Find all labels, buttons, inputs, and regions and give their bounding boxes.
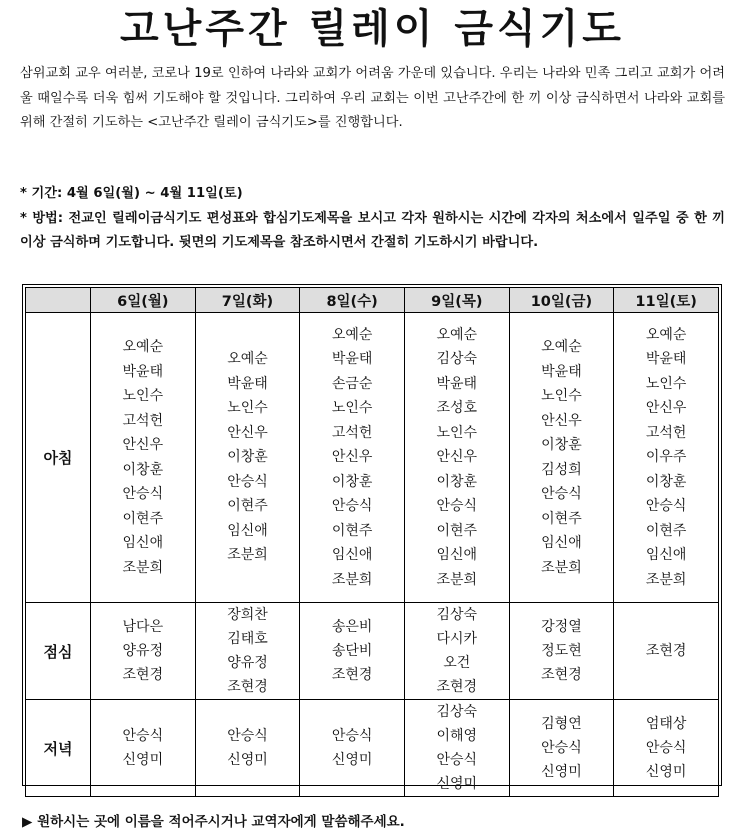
participant-name: 오예순 [436, 326, 478, 343]
participant-name: 정도현 [541, 643, 582, 659]
schedule-cell[interactable] [614, 603, 719, 700]
participant-name: 오예순 [331, 326, 373, 343]
name-list [196, 347, 300, 568]
name-list [510, 335, 614, 580]
participant-name: 이창훈 [541, 437, 582, 453]
name-list [510, 615, 614, 687]
participant-name: 박윤태 [331, 351, 373, 368]
participant-name: 안승식 [645, 740, 687, 756]
schedule-cell[interactable] [91, 313, 196, 603]
participant-name: 김상숙 [436, 351, 478, 368]
participant-name: 조분희 [331, 571, 373, 588]
participant-name: 신영미 [436, 776, 478, 792]
participant-name: 신영미 [645, 764, 687, 780]
participant-name: 남다은 [122, 619, 164, 635]
participant-name: 안신우 [227, 424, 268, 441]
participant-name: 이창훈 [227, 449, 268, 466]
intro-paragraph: 삼위교회 교우 여러분, 코로나 19로 인하여 나라와 교회가 어려움 가운데 있습니다. 우리는 나라와 민족 그리고 교회가 어려울 때일수록 더욱 힘써 기도해야 할 것입니다. 그리하여 우리 교회는 이번 고난주간에 한 끼 이상 금식하면서 나라와 교회를 위해 간절히 기도하는 <고난주간 릴레이 금식기도>를 진행합니다. [20, 66, 725, 130]
participant-name: 노인수 [541, 388, 582, 404]
participant-name: 고석헌 [331, 424, 373, 441]
name-list [91, 335, 195, 580]
participant-name: 임신애 [541, 535, 582, 551]
header-row [26, 288, 719, 313]
schedule-cell[interactable] [614, 313, 719, 603]
schedule-cell[interactable] [509, 603, 614, 700]
schedule-cell[interactable] [300, 313, 405, 603]
participant-name: 박윤태 [436, 375, 478, 392]
participant-name: 이우주 [645, 449, 687, 466]
participant-name: 이현주 [122, 510, 164, 527]
participant-name: 이창훈 [122, 461, 164, 478]
participant-name: 조현경 [331, 667, 373, 683]
participant-name: 안신우 [541, 412, 582, 429]
schedule-cell[interactable] [195, 313, 300, 603]
name-list [300, 724, 404, 772]
participant-name: 송은비 [331, 619, 373, 635]
participant-name: 박윤태 [227, 375, 268, 392]
participant-name: 다시카 [436, 631, 478, 647]
schedule-table-frame [22, 284, 722, 792]
schedule-cell[interactable] [614, 700, 719, 797]
participant-name: 오건 [443, 655, 471, 671]
participant-name: 안승식 [331, 498, 373, 515]
participant-name: 신영미 [227, 752, 268, 768]
name-list [405, 323, 509, 593]
participant-name: 노인수 [331, 400, 373, 417]
participant-name: 조분희 [436, 571, 478, 588]
participant-name: 이현주 [541, 510, 582, 527]
page-title: 고난주간 릴레이 금식기도 [120, 6, 625, 52]
participant-name: 고석헌 [122, 412, 164, 429]
participant-name: 임신애 [331, 547, 373, 564]
participant-name: 이현주 [436, 522, 478, 539]
participant-name: 조분희 [227, 547, 268, 564]
participant-name: 안승식 [331, 728, 373, 744]
fasting-schedule-table [25, 287, 719, 797]
participant-name: 오예순 [227, 351, 268, 368]
schedule-cell[interactable] [195, 700, 300, 797]
schedule-cell[interactable] [404, 603, 509, 700]
participant-name: 조현경 [645, 643, 687, 659]
participant-name: 노인수 [645, 375, 687, 392]
participant-name: 김상숙 [436, 704, 478, 720]
participant-name: 조분희 [122, 559, 164, 576]
day-header: 11일(토) [614, 288, 719, 313]
name-list [614, 323, 718, 593]
participant-name: 조현경 [541, 667, 582, 683]
name-list [300, 323, 404, 593]
day-header: 10일(금) [509, 288, 614, 313]
participant-name: 박윤태 [645, 351, 687, 368]
schedule-cell[interactable] [300, 700, 405, 797]
name-list [196, 603, 300, 699]
schedule-cell[interactable] [91, 700, 196, 797]
schedule-cell[interactable] [509, 700, 614, 797]
participant-name: 이현주 [227, 498, 268, 515]
participant-name: 노인수 [227, 400, 268, 417]
name-list [196, 724, 300, 772]
schedule-cell[interactable] [195, 603, 300, 700]
period-line: * 기간: 4월 6일(월) ~ 4월 11일(토) [20, 186, 243, 201]
participant-name: 안승식 [541, 740, 582, 756]
participant-name: 김성희 [541, 461, 582, 478]
participant-name: 임신애 [122, 535, 164, 551]
participant-name: 노인수 [122, 388, 164, 404]
participant-name: 엄태상 [645, 716, 687, 732]
participant-name: 이창훈 [436, 473, 478, 490]
meal-period-label: 아침 [26, 313, 91, 603]
schedule-cell[interactable] [404, 313, 509, 603]
day-header: 9일(목) [404, 288, 509, 313]
participant-name: 조분희 [541, 559, 582, 576]
participant-name: 송단비 [331, 643, 373, 659]
participant-name: 이해영 [436, 728, 478, 744]
participant-name: 김태호 [227, 631, 268, 647]
schedule-cell[interactable] [300, 603, 405, 700]
schedule-cell[interactable] [509, 313, 614, 603]
participant-name: 안승식 [436, 498, 478, 515]
participant-name: 김상숙 [436, 607, 478, 623]
participant-name: 박윤태 [122, 363, 164, 380]
participant-name: 이현주 [331, 522, 373, 539]
participant-name: 손금순 [331, 375, 373, 392]
participant-name: 안승식 [227, 728, 268, 744]
participant-name: 안승식 [436, 752, 478, 768]
participant-name: 조성호 [436, 400, 478, 417]
participant-name: 안승식 [541, 486, 582, 502]
schedule-row [26, 313, 719, 603]
name-list [614, 639, 718, 663]
name-list [510, 712, 614, 784]
participant-name: 양유정 [227, 655, 268, 671]
schedule-cell[interactable] [404, 700, 509, 797]
participant-name: 조분희 [645, 571, 687, 588]
day-header: 7일(화) [195, 288, 300, 313]
header-corner [26, 288, 91, 313]
participant-name: 강정열 [541, 619, 582, 635]
participant-name: 김형연 [541, 716, 582, 732]
participant-name: 안신우 [331, 449, 373, 466]
participant-name: 장희찬 [227, 607, 268, 623]
participant-name: 신영미 [541, 764, 582, 780]
participant-name: 안신우 [122, 437, 164, 453]
name-list [614, 712, 718, 784]
participant-name: 안승식 [645, 498, 687, 515]
participant-name: 안승식 [122, 486, 164, 502]
schedule-row [26, 603, 719, 700]
day-header: 6일(월) [91, 288, 196, 313]
method-line: * 방법: 전교인 릴레이금식기도 편성표와 합심기도제목을 보시고 각자 원하시는 시간에 각자의 처소에서 일주일 중 한 끼 이상 금식하며 기도합니다. 뒷면의 기도제목을 참조하시면서 간절히 기도하시기 바랍니다. [20, 210, 725, 250]
schedule-row [26, 700, 719, 797]
participant-name: 임신애 [436, 547, 478, 564]
participant-name: 이현주 [645, 522, 687, 539]
participant-name: 임신애 [645, 547, 687, 564]
day-header: 8일(수) [300, 288, 405, 313]
name-list [91, 615, 195, 687]
participant-name: 조현경 [436, 679, 478, 695]
participant-name: 안승식 [227, 473, 268, 490]
participant-name: 임신애 [227, 522, 268, 539]
participant-name: 양유정 [122, 643, 164, 659]
name-list [405, 700, 509, 796]
footer-note: ▶ 원하시는 곳에 이름을 적어주시거나 교역자에게 말씀해주세요. [22, 814, 405, 830]
name-list [91, 724, 195, 772]
participant-name: 안승식 [122, 728, 164, 744]
participant-name: 조현경 [227, 679, 268, 695]
participant-name: 오예순 [541, 339, 582, 355]
participant-name: 이창훈 [331, 473, 373, 490]
participant-name: 노인수 [436, 424, 478, 441]
info-block [20, 182, 725, 256]
participant-name: 조현경 [122, 667, 164, 683]
meal-period-label: 저녁 [26, 700, 91, 797]
schedule-cell[interactable] [91, 603, 196, 700]
participant-name: 신영미 [122, 752, 164, 768]
meal-period-label: 점심 [26, 603, 91, 700]
participant-name: 오예순 [122, 339, 164, 355]
participant-name: 이창훈 [645, 473, 687, 490]
participant-name: 박윤태 [541, 363, 582, 380]
participant-name: 안신우 [645, 400, 687, 417]
participant-name: 오예순 [645, 326, 687, 343]
name-list [300, 615, 404, 687]
participant-name: 안신우 [436, 449, 478, 466]
participant-name: 고석헌 [645, 424, 687, 441]
participant-name: 신영미 [331, 752, 373, 768]
name-list [405, 603, 509, 699]
